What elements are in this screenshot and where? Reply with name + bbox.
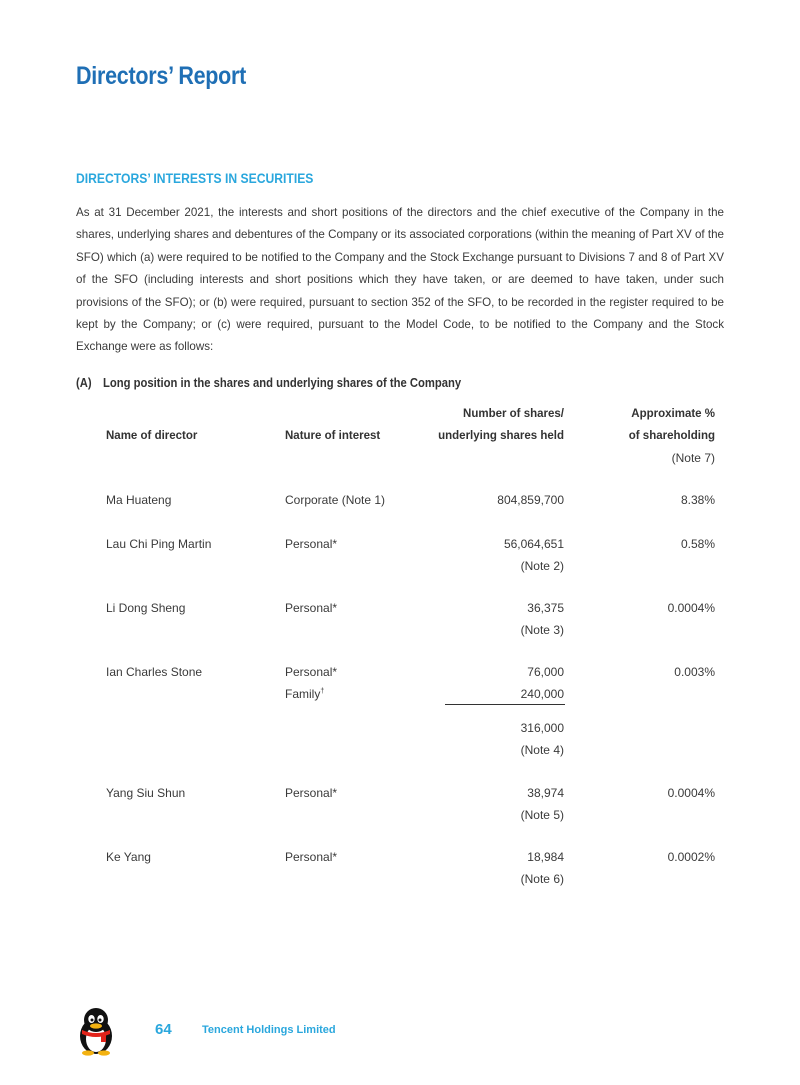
director-name: Yang Siu Shun — [106, 786, 186, 800]
nature-of-interest: Personal* — [285, 850, 338, 864]
nature-of-interest-family — [285, 684, 324, 704]
shares-held: 804,859,700 — [497, 493, 564, 507]
subsection-marker: (A) — [76, 376, 92, 390]
header-shares-line2: underlying shares held — [438, 430, 564, 442]
shares-note: (Note 5) — [520, 808, 564, 822]
penguin-mascot-icon — [74, 1006, 118, 1056]
shares-held: 36,375 — [527, 601, 564, 615]
shareholding-pct: 0.0004% — [667, 786, 715, 800]
header-name-of-director: Name of director — [106, 430, 198, 442]
page-number: 64 — [155, 1021, 172, 1038]
shareholding-pct: 0.0002% — [667, 850, 715, 864]
shares-held: 56,064,651 — [503, 537, 564, 551]
director-name: Li Dong Sheng — [106, 601, 186, 615]
header-pct-line1: Approximate % — [631, 408, 715, 420]
nature-of-interest: Personal* — [285, 601, 338, 615]
shares-note: (Note 2) — [520, 559, 564, 573]
company-name: Tencent Holdings Limited — [202, 1024, 336, 1036]
shares-total: 316,000 — [520, 721, 564, 735]
header-shares-line1: Number of shares/ — [463, 408, 564, 420]
report-title: Directors’ Report — [76, 62, 247, 90]
header-pct-line2: of shareholding — [628, 430, 715, 442]
header-nature-of-interest: Nature of interest — [285, 430, 381, 442]
shares-held-family: 240,000 — [520, 687, 564, 701]
shareholding-pct: 0.58% — [680, 537, 715, 551]
director-name: Lau Chi Ping Martin — [106, 537, 212, 551]
intro-paragraph: As at 31 December 2021, the interests and short positions of the directors and the chief executive of the Company in the shares, underlying shares and debentures of the Company or its associated corporations (within the meaning of Part XV of the SFO) which (a) were required to be notified to the Company and the Stock Exchange pursuant to Divisions 7 and 8 of Part XV of the SFO (including interests and short positions which they have taken, or are deemed to have taken, under such provisions of the SFO); or (b) were required, pursuant to section 352 of the SFO, to be recorded in the register required to be kept by the Company; or (c) were required, pursuant to the Model Code, to be notified to the Company and the Stock Exchange were as follows: — [76, 206, 724, 354]
shares-note: (Note 3) — [520, 623, 564, 637]
nature-of-interest: Personal* — [285, 665, 338, 679]
nature-of-interest: Corporate (Note 1) — [285, 493, 386, 507]
subsection-title: Long position in the shares and underlying shares of the Company — [103, 376, 462, 390]
shareholding-pct: 0.003% — [674, 665, 715, 679]
director-name: Ma Huateng — [106, 493, 172, 507]
director-name: Ke Yang — [106, 850, 151, 864]
family-label: Family — [285, 687, 321, 701]
shareholding-pct: 0.0004% — [667, 601, 715, 615]
subsection-heading — [76, 376, 461, 390]
shares-note: (Note 4) — [520, 743, 564, 757]
shares-held: 76,000 — [527, 665, 564, 679]
shareholding-pct: 8.38% — [680, 493, 715, 507]
director-name: Ian Charles Stone — [106, 665, 203, 679]
dagger-mark: † — [320, 688, 325, 695]
header-pct-note: (Note 7) — [671, 451, 715, 465]
shares-held: 18,984 — [527, 850, 564, 864]
subtotal-rule — [445, 704, 565, 705]
nature-of-interest: Personal* — [285, 786, 338, 800]
nature-of-interest: Personal* — [285, 537, 338, 551]
section-heading: DIRECTORS’ INTERESTS IN SECURITIES — [76, 171, 314, 186]
shares-note: (Note 6) — [520, 872, 564, 886]
shares-held: 38,974 — [527, 786, 564, 800]
